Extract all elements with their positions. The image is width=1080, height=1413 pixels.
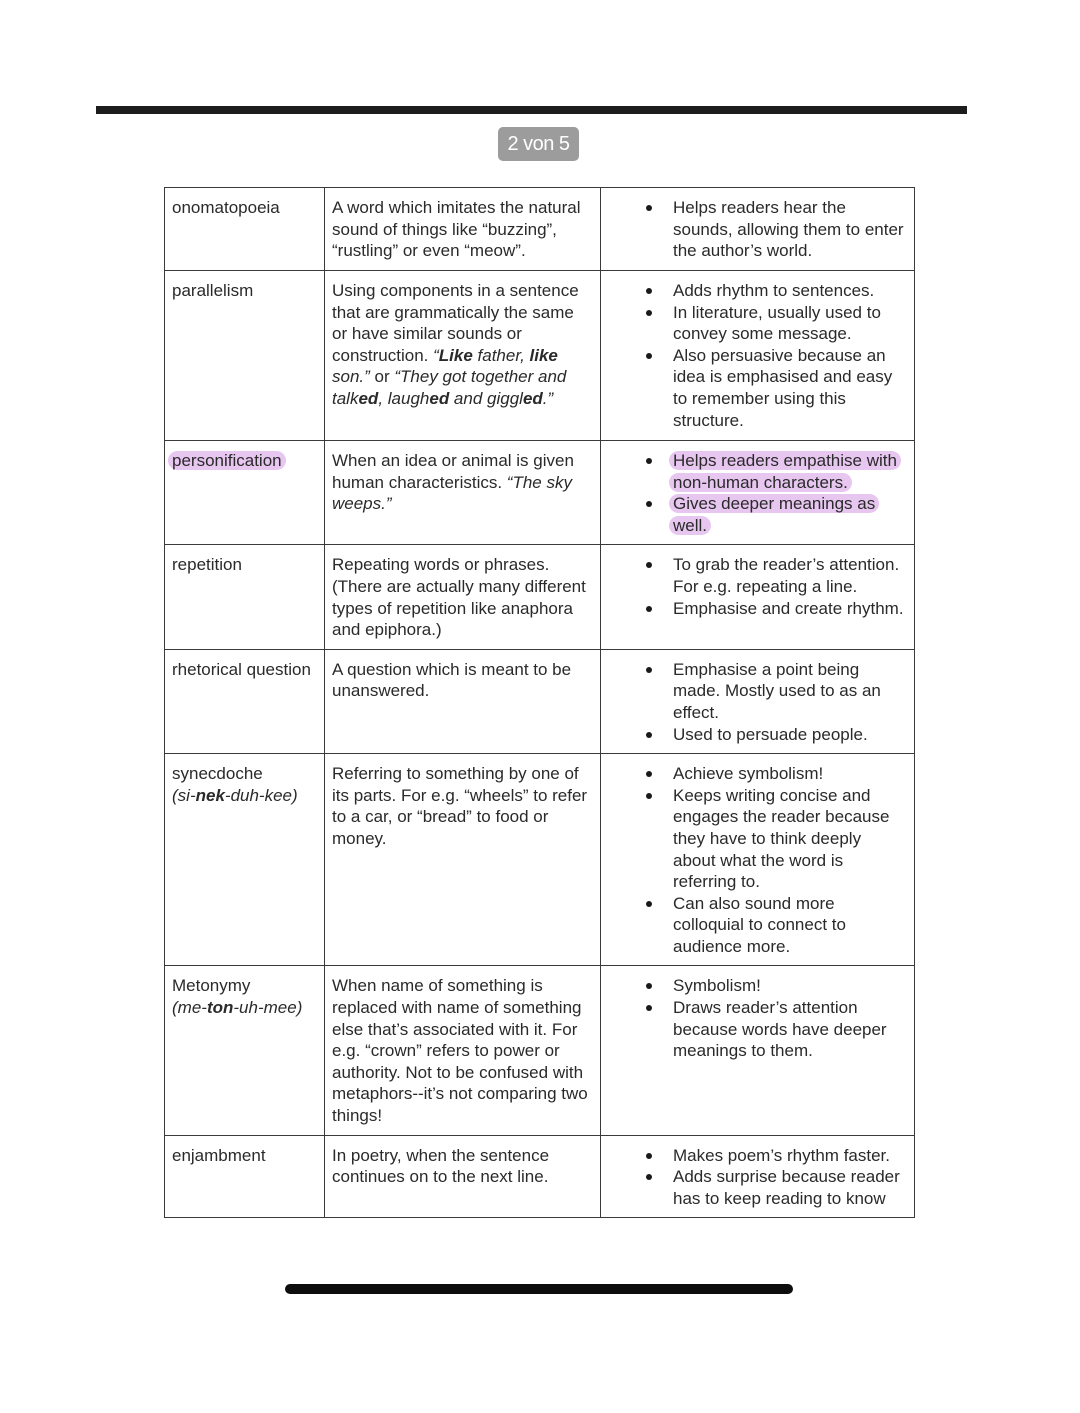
term-cell xyxy=(165,188,325,271)
definition-cell: A word which imitates the natural sound of things like “buzzing”, “rustling” or even “meow”. xyxy=(325,188,601,271)
term-cell xyxy=(165,271,325,441)
table-row xyxy=(165,188,915,271)
definition-cell: In poetry, when the sentence continues on to the next line. xyxy=(325,1135,601,1218)
literary-devices-table xyxy=(164,187,915,1218)
term-cell xyxy=(165,649,325,753)
definition-cell: Repeating words or phrases. (There are actually many different types of repetition like anaphora and epiphora.) xyxy=(325,545,601,649)
effects-cell xyxy=(601,271,915,441)
effect-item: In literature, usually used to convey some message. xyxy=(608,302,907,345)
effects-cell xyxy=(601,649,915,753)
effect-item: Also persuasive because an idea is emphasised and easy to remember using this structure. xyxy=(608,345,907,431)
highlighted-text: Helps readers empathise with non-human characters. xyxy=(669,451,901,492)
effects-cell xyxy=(601,188,915,271)
effect-item: Used to persuade people. xyxy=(608,724,907,746)
effect-item: Makes poem’s rhythm faster. xyxy=(608,1145,907,1167)
effect-item: Can also sound more colloquial to connect to audience more. xyxy=(608,893,907,958)
definition-example: “Like father, like son.” xyxy=(332,345,558,387)
effect-item: Emphasise and create rhythm. xyxy=(608,598,907,620)
effects-cell xyxy=(601,1135,915,1218)
table-row xyxy=(165,754,915,966)
definition-text: Using components in a sentence that are grammatically the same or have similar sounds or construction. xyxy=(332,281,579,365)
effect-item: Symbolism! xyxy=(608,975,907,997)
home-indicator-bar[interactable] xyxy=(285,1284,793,1294)
term-label-highlighted: personification xyxy=(168,451,286,470)
table-row xyxy=(165,545,915,649)
effect-item xyxy=(608,493,907,536)
definition-cell: When name of something is replaced with name of something else that’s associated with it. For e.g. “crown” refers to power or authority. Not to be confused with metaphors--it’s not comparing two things! xyxy=(325,966,601,1135)
table-row xyxy=(165,441,915,545)
table-row xyxy=(165,271,915,441)
effect-item: To grab the reader’s attention. For e.g. repeating a line. xyxy=(608,554,907,597)
term-cell xyxy=(165,754,325,966)
effect-item: Emphasise a point being made. Mostly used to as an effect. xyxy=(608,659,907,724)
term-label: repetition xyxy=(172,555,242,575)
pronunciation: (si-nek-duh-kee) xyxy=(172,785,298,805)
term-label: parallelism xyxy=(172,281,254,300)
definition-cell xyxy=(325,441,601,545)
term-label: enjambment xyxy=(172,1145,266,1165)
effect-item: Adds rhythm to sentences. xyxy=(608,280,907,302)
effect-item: Adds surprise because reader has to keep reading to know xyxy=(608,1166,907,1209)
definition-text: When an idea or animal is given human characteristics. xyxy=(332,451,574,492)
term-cell xyxy=(165,545,325,649)
highlighted-text: Gives deeper meanings as well. xyxy=(669,494,879,535)
effects-cell xyxy=(601,754,915,966)
table-row xyxy=(165,649,915,753)
term-label: onomatopoeia xyxy=(172,198,280,217)
page-indicator: 2 von 5 xyxy=(498,127,579,161)
term-cell xyxy=(165,441,325,545)
term-cell xyxy=(165,1135,325,1218)
term-label: rhetorical question xyxy=(172,659,311,679)
effect-item xyxy=(608,450,907,493)
term-label: Metonymy xyxy=(172,976,251,996)
effect-item: Achieve symbolism! xyxy=(608,763,907,785)
term-cell xyxy=(165,966,325,1135)
effects-cell xyxy=(601,545,915,649)
effect-item: Helps readers hear the sounds, allowing them to enter the author’s world. xyxy=(608,197,907,262)
term-label: synecdoche xyxy=(172,764,263,784)
table-row xyxy=(165,966,915,1135)
definition-cell: Referring to something by one of its parts. For e.g. “wheels” to refer to a car, or “bread” to food or money. xyxy=(325,754,601,966)
definition-cell: Using components in a sentence that are grammatically the same or have similar sounds or construction. “Like father, like son.” or “They got together and talked, laughed and giggled.” xyxy=(325,271,601,441)
table-row xyxy=(165,1135,915,1218)
pronunciation: (me-ton-uh-mee) xyxy=(172,998,303,1018)
definition-cell: A question which is meant to be unanswered. xyxy=(325,649,601,753)
effect-item: Draws reader’s attention because words have deeper meanings to them. xyxy=(608,997,907,1062)
effect-item: Keeps writing concise and engages the reader because they have to think deeply about what the word is referring to. xyxy=(608,785,907,893)
effects-cell xyxy=(601,966,915,1135)
top-divider-rule xyxy=(96,106,967,114)
effects-cell xyxy=(601,441,915,545)
definition-example: “The sky weeps.” xyxy=(332,472,572,514)
